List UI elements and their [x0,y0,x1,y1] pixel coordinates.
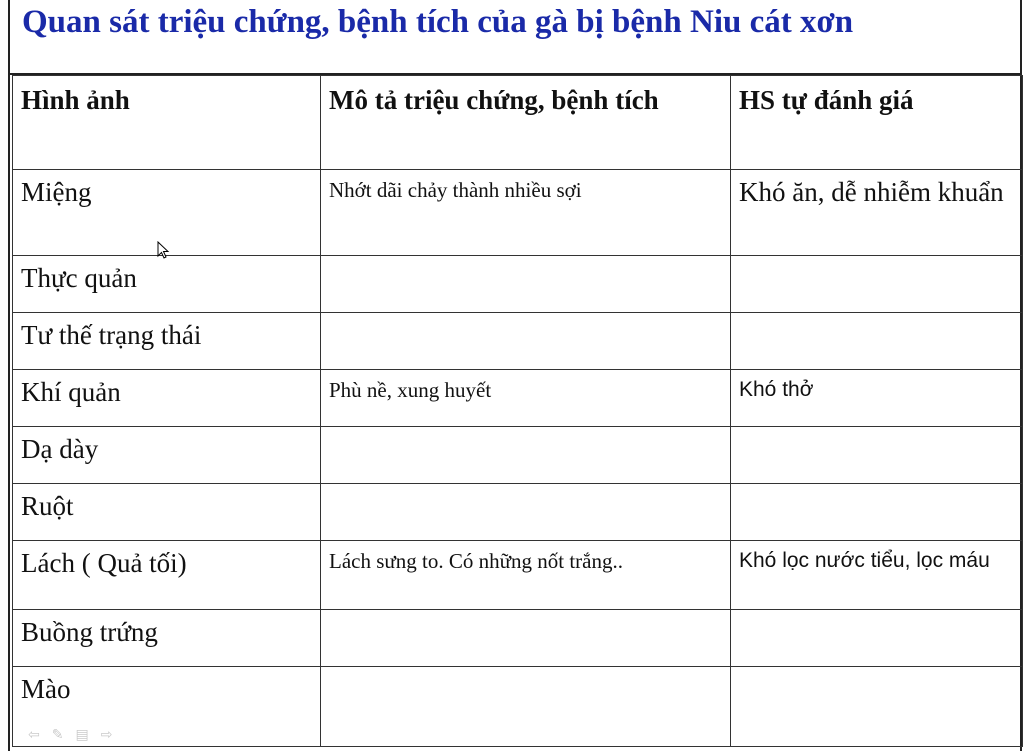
organ-cell: Khí quản [13,370,321,427]
pen-icon[interactable]: ✎ [51,727,64,743]
table-header-row [13,76,1023,170]
header-assessment: HS tự đánh giá [731,76,1023,170]
header-image: Hình ảnh [13,76,321,170]
organ-cell: Ruột [13,484,321,541]
assessment-cell[interactable]: Khó thở [731,370,1023,427]
table-row [13,370,1023,427]
description-cell[interactable] [321,256,731,313]
mouse-pointer-icon [157,241,171,261]
assessment-cell[interactable]: Khó ăn, dễ nhiễm khuẩn [731,170,1023,256]
description-cell[interactable]: Lách sưng to. Có những nốt trắng.. [321,541,731,610]
organ-cell: Tư thế trạng thái [13,313,321,370]
assessment-cell[interactable] [731,256,1023,313]
table-row [13,313,1023,370]
description-cell[interactable] [321,610,731,667]
slide-title: Quan sát triệu chứng, bệnh tích của gà bị bệnh Niu cát xơn [22,4,854,40]
slideshow-toolbar [28,727,112,747]
organ-cell: Dạ dày [13,427,321,484]
table-row [13,667,1023,747]
organ-cell: Mào [13,667,321,747]
table-row [13,484,1023,541]
arrow-left-icon[interactable]: ⇦ [28,727,40,743]
slide [8,0,1022,751]
organ-cell: Buồng trứng [13,610,321,667]
organ-cell: Lách ( Quả tối) [13,541,321,610]
description-cell[interactable]: Phù nề, xung huyết [321,370,731,427]
assessment-cell[interactable] [731,484,1023,541]
assessment-cell[interactable]: Khó lọc nước tiểu, lọc máu [731,541,1023,610]
table-row [13,427,1023,484]
organ-cell: Thực quản [13,256,321,313]
assessment-cell[interactable] [731,610,1023,667]
header-description: Mô tả triệu chứng, bệnh tích [321,76,731,170]
description-cell[interactable] [321,313,731,370]
table-row [13,610,1023,667]
table-row [13,256,1023,313]
organ-cell: Miệng [13,170,321,256]
assessment-cell[interactable] [731,667,1023,747]
description-cell[interactable] [321,427,731,484]
description-cell[interactable] [321,667,731,747]
table-row [13,541,1023,610]
menu-icon[interactable]: ▤ [75,727,89,743]
assessment-cell[interactable] [731,313,1023,370]
arrow-right-icon[interactable]: ⇨ [100,727,113,743]
assessment-cell[interactable] [731,427,1023,484]
description-cell[interactable] [321,484,731,541]
symptom-table [12,75,1023,747]
description-cell[interactable]: Nhớt dãi chảy thành nhiều sợi [321,170,731,256]
